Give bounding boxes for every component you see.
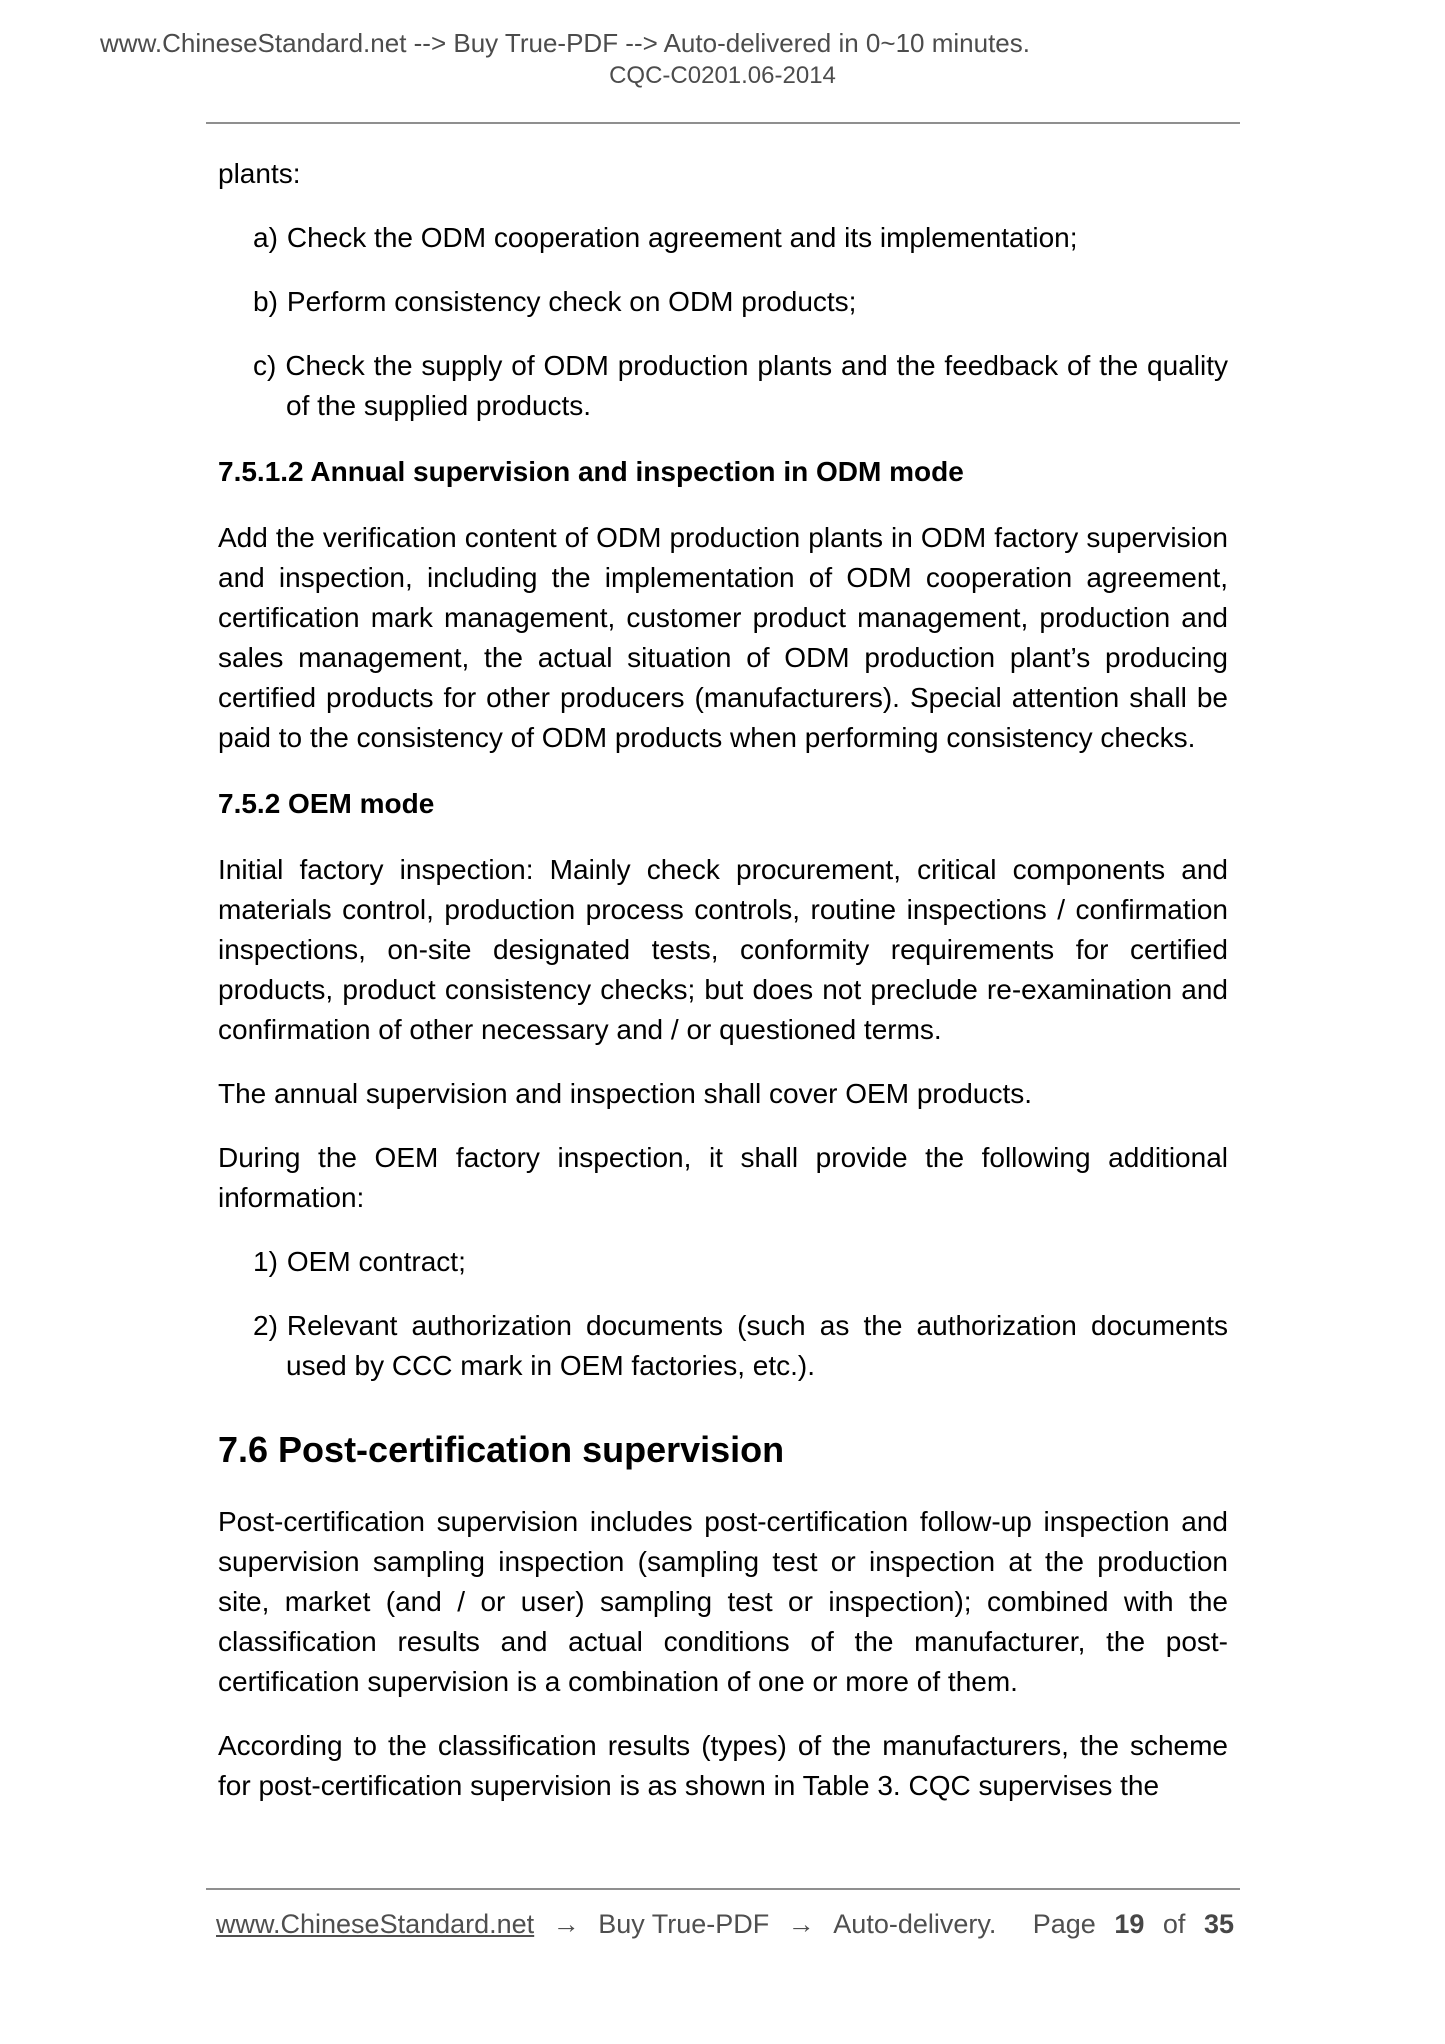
paragraph-752b: The annual supervision and inspection shall cover OEM products. [218,1078,1032,1109]
section-heading-752: 7.5.2 OEM mode [218,788,435,819]
list-item-b [218,282,1228,322]
list-marker: a) [253,222,278,253]
list-marker: 2) [253,1310,278,1341]
arrow-icon: → [552,1909,580,1939]
list-marker: 1) [253,1246,278,1277]
paragraph-752a: Initial factory inspection: Mainly check procurement, critical components and materials control, production process controls, routine inspections / confirmation inspections, on-site designated tests, conformity requirements for certified products, product consistency checks; but does not preclude re-examination and confirmation of other necessary and / or questioned terms. [218,854,1228,1045]
list-text: Check the ODM cooperation agreement and its implementation; [286,222,1078,253]
of-label: of [1162,1909,1186,1939]
section-heading-7512: 7.5.1.2 Annual supervision and inspection in ODM mode [218,456,964,487]
header-doc-code: CQC-C0201.06-2014 [609,62,836,89]
page-total: 35 [1203,1909,1234,1939]
paragraph-752c: During the OEM factory inspection, it shall provide the following additional information: [218,1142,1228,1213]
paragraph-intro: plants: [218,158,301,189]
page-label: Page [1032,1909,1096,1939]
list-text: Check the supply of ODM production plants and the feedback of the quality of the supplied products. [285,350,1228,421]
page-footer [0,1888,1445,1940]
section-heading-76: 7.6 Post-certification supervision [218,1429,785,1470]
arrow-icon: → [787,1909,815,1939]
list-item-2 [218,1306,1228,1386]
footer-source-line [216,1908,996,1940]
page-current: 19 [1114,1909,1145,1939]
footer-divider [206,1888,1240,1890]
footer-buy-label: Buy True-PDF [598,1909,770,1939]
paragraph-76a: Post-certification supervision includes post-certification follow-up inspection and supervision sampling inspection (sampling test or inspection at the production site, market (and / or user) sampling test or inspection); combined with the classification results and actual conditions of the manufacturer, the post-certification supervision is a combination of one or more of them. [218,1506,1228,1697]
paragraph-76b: According to the classification results (types) of the manufacturers, the scheme for post-certification supervision is as shown in Table 3. CQC supervises the [218,1730,1228,1801]
footer-site-link[interactable]: www.ChineseStandard.net [216,1909,535,1939]
list-text: Perform consistency check on ODM products; [286,286,857,317]
footer-page-indicator [1033,1908,1234,1940]
list-item-c [218,346,1228,426]
page-header [0,0,1445,90]
document-body [218,154,1228,1806]
list-item-1 [218,1242,1228,1282]
list-marker: c) [253,350,277,381]
list-text: OEM contract; [286,1246,466,1277]
list-item-a [218,218,1228,258]
header-url-line: www.ChineseStandard.net --> Buy True-PDF --> Auto-delivered in 0~10 minutes. [100,28,1030,58]
header-divider [206,122,1240,124]
list-text: Relevant authorization documents (such as the authorization documents used by CCC mark in OEM factories, etc.). [286,1310,1228,1381]
paragraph-7512: Add the verification content of ODM production plants in ODM factory supervision and inspection, including the implementation of ODM cooperation agreement, certification mark management, customer product management, production and sales management, the actual situation of ODM production plant’s producing certified products for other producers (manufacturers). Special attention shall be paid to the consistency of ODM products when performing consistency checks. [218,522,1228,753]
footer-delivery-label: Auto-delivery. [833,1909,997,1939]
list-marker: b) [253,286,278,317]
